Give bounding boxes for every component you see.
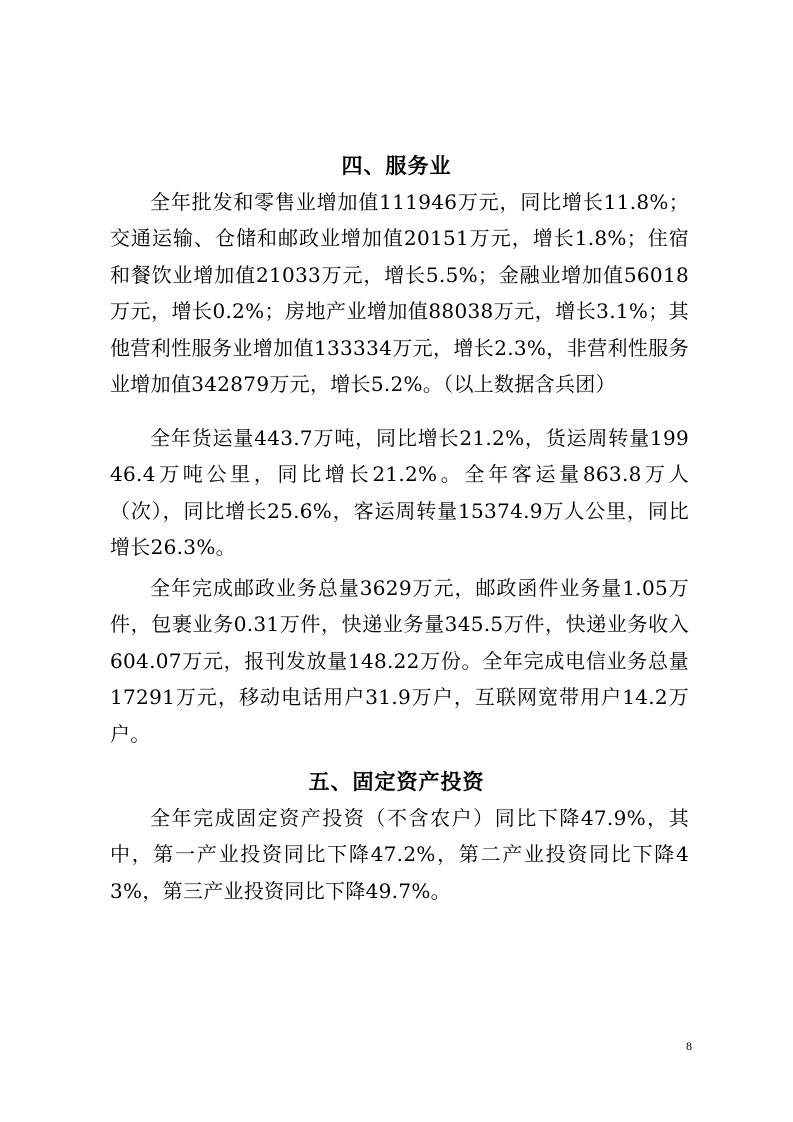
- paragraph-services-value-added: 全年批发和零售业增加值111946万元，同比增长11.8%；交通运输、仓储和邮政业增加值20151万元，增长1.8%；住宿和餐饮业增加值21033万元，增长5.5%；金融业增加值56018万元，增长0.2%；房地产业增加值88038万元，增长3.1%；其他营利性服务业增加值133334万元，增长2.3%，非营利性服务业增加值342879万元，增长5.2%。（以上数据含兵团）: [110, 190, 689, 397]
- paragraph-postal-telecom: 全年完成邮政业务总量3629万元，邮政函件业务量1.05万件，包裹业务0.31万件，快递业务量345.5万件，快递业务收入604.07万元，报刊发放量148.22万份。全年完成电信业务总量17291万元，移动电话用户31.9万户，互联网宽带用户14.2万户。: [110, 576, 689, 746]
- page-number: 8: [686, 1039, 692, 1053]
- paragraph-fixed-asset-investment: 全年完成固定资产投资（不含农户）同比下降47.9%，其中，第一产业投资同比下降47.2%，第二产业投资同比下降43%，第三产业投资同比下降49.7%。: [110, 806, 689, 903]
- section-heading-fixed-asset-investment: 五、固定资产投资: [308, 770, 485, 794]
- section-heading-services: 四、服务业: [341, 154, 452, 178]
- paragraph-transport-volume: 全年货运量443.7万吨，同比增长21.2%，货运周转量19946.4万吨公里，同比增长21.2%。全年客运量863.8万人（次），同比增长25.6%，客运周转量15374.9万人公里，同比增长26.3%。: [110, 426, 689, 560]
